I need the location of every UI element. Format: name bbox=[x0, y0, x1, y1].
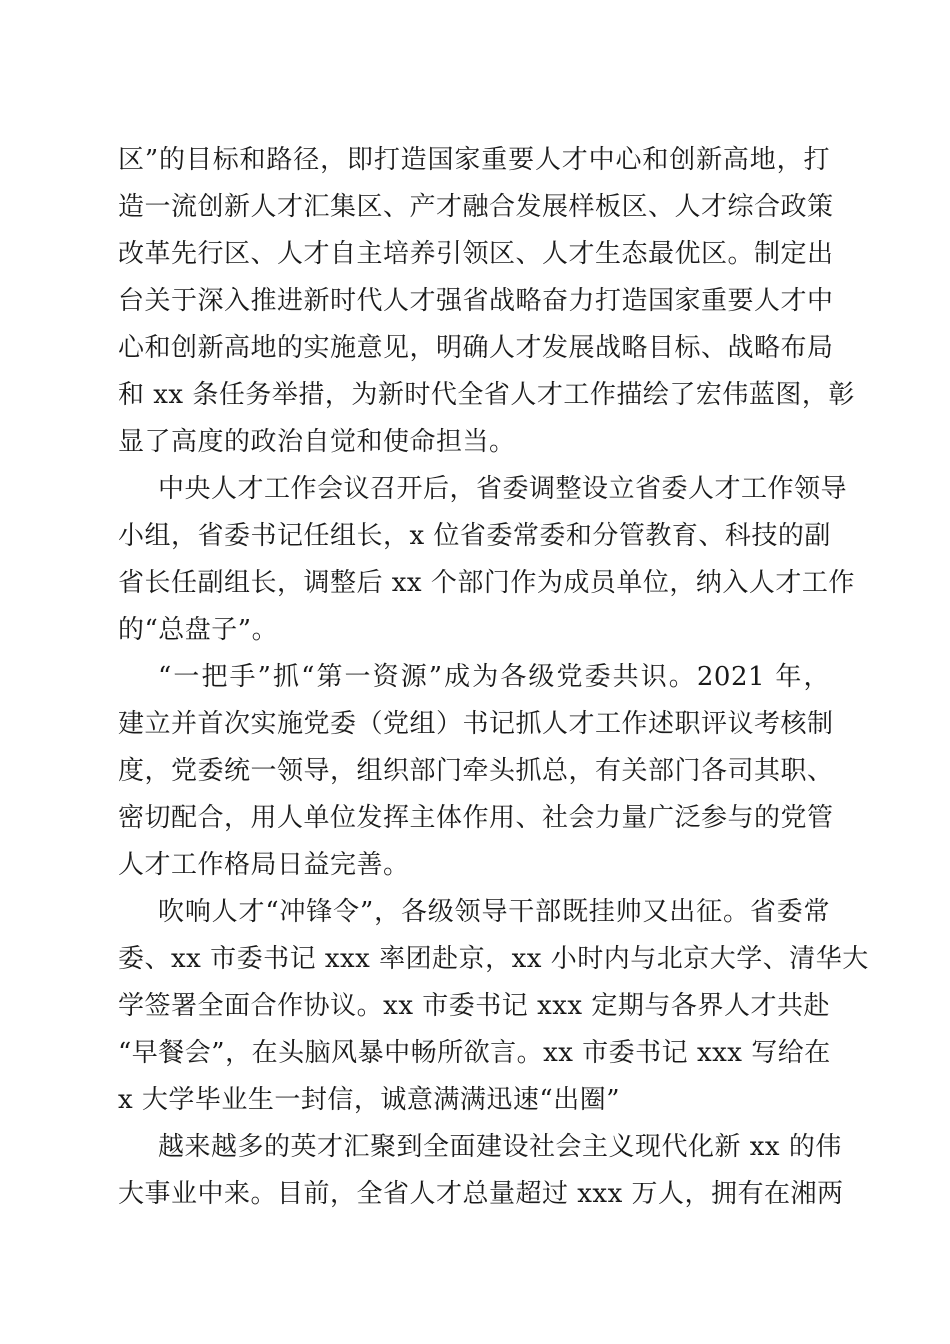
text-line: 建立并首次实施党委（党组）书记抓人才工作述职评议考核制 bbox=[118, 709, 834, 739]
text-line: 越来越多的英才汇聚到全面建设社会主义现代化新 xx 的伟 bbox=[158, 1132, 842, 1162]
text-line: 吹响人才“冲锋令”，各级领导干部既挂帅又出征。省委常 bbox=[158, 897, 830, 927]
text-line: 大事业中来。目前，全省人才总量超过 xxx 万人，拥有在湘两 bbox=[118, 1179, 844, 1209]
text-line: 省长任副组长，调整后 xx 个部门作为成员单位，纳入人才工作 bbox=[118, 568, 855, 598]
text-line: 心和创新高地的实施意见，明确人才发展战略目标、战略布局 bbox=[118, 333, 834, 363]
text-line: 改革先行区、人才自主培养引领区、人才生态最优区。制定出 bbox=[118, 239, 834, 269]
text-line: 中央人才工作会议召开后，省委调整设立省委人才工作领导 bbox=[158, 474, 848, 504]
text-line: 密切配合，用人单位发挥主体作用、社会力量广泛参与的党管 bbox=[118, 803, 834, 833]
text-line: 的“总盘子”。 bbox=[118, 615, 279, 645]
text-line: 区”的目标和路径，即打造国家重要人才中心和创新高地，打 bbox=[118, 145, 830, 175]
text-line: 显了高度的政治自觉和使命担当。 bbox=[118, 427, 516, 457]
text-line: 委、xx 市委书记 xxx 率团赴京，xx 小时内与北京大学、清华大 bbox=[118, 944, 869, 974]
text-line: “一把手”抓“第一资源”成为各级党委共识。2021 年， bbox=[158, 662, 830, 692]
text-line: 人才工作格局日益完善。 bbox=[118, 850, 410, 880]
text-line: “早餐会”，在头脑风暴中畅所欲言。xx 市委书记 xxx 写给在 bbox=[118, 1038, 831, 1068]
text-line: 学签署全面合作协议。xx 市委书记 xxx 定期与各界人才共赴 bbox=[118, 991, 830, 1021]
text-line: 小组，省委书记任组长，x 位省委常委和分管教育、科技的副 bbox=[118, 521, 831, 551]
text-line: x 大学毕业生一封信，诚意满满迅速“出圈” bbox=[118, 1085, 621, 1115]
text-line: 造一流创新人才汇集区、产才融合发展样板区、人才综合政策 bbox=[118, 192, 834, 222]
text-line: 和 xx 条任务举措，为新时代全省人才工作描绘了宏伟蓝图，彰 bbox=[118, 380, 855, 410]
text-line: 台关于深入推进新时代人才强省战略奋力打造国家重要人才中 bbox=[118, 286, 834, 316]
text-line: 度，党委统一领导，组织部门牵头抓总，有关部门各司其职、 bbox=[118, 756, 834, 786]
